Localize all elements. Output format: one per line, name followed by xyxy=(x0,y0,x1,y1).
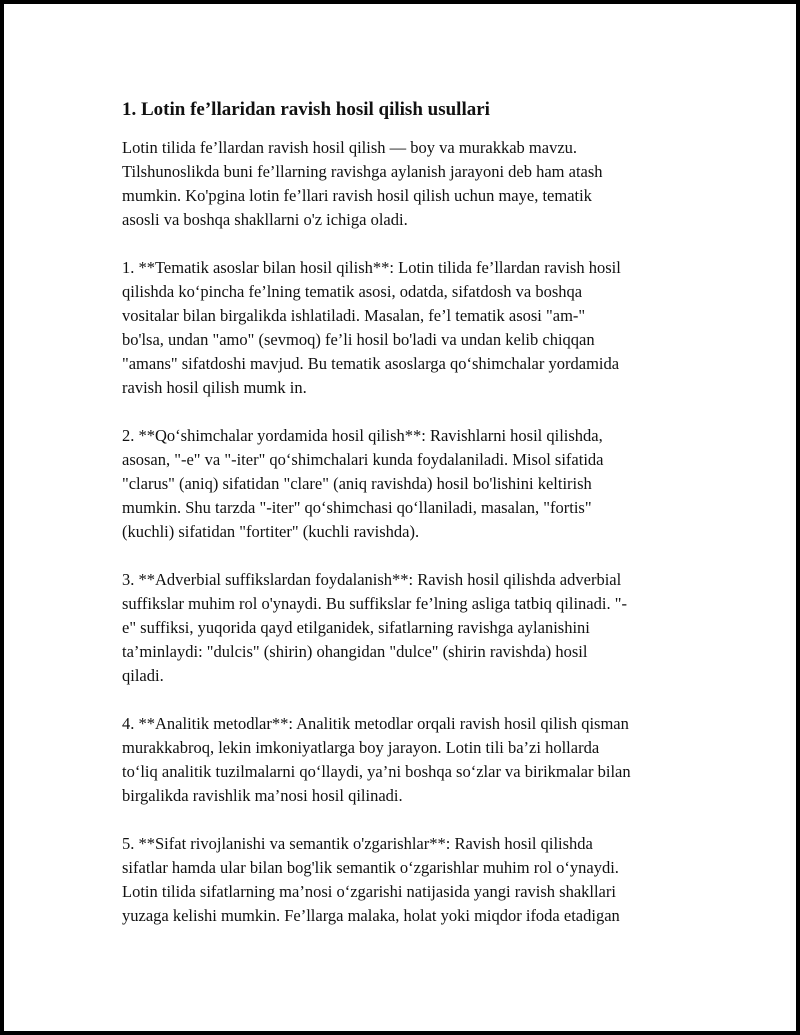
text-line: bo'lsa, undan "amo" (sevmoq) fe’li hosil bo'ladi va undan kelib chiqqan xyxy=(122,330,595,349)
text-line: mumkin. Shu tarzda "-iter" qo‘shimchasi qo‘llaniladi, masalan, "fortis" xyxy=(122,498,592,517)
paragraph xyxy=(122,136,692,232)
text-line: Lotin tilida sifatlarning ma’nosi o‘zgarishi natijasida yangi ravish shakllari xyxy=(122,882,616,901)
text-line: Tilshunoslikda buni fe’llarning ravishga aylanish jarayoni deb ham atash xyxy=(122,162,603,181)
text-line: Lotin tilida fe’llardan ravish hosil qilish — boy va murakkab mavzu. xyxy=(122,138,578,157)
text-line: asosan, "-e" va "-iter" qo‘shimchalari kunda foydalaniladi. Misol sifatida xyxy=(122,450,604,469)
text-line: birgalikda ravishlik ma’nosi hosil qilinadi. xyxy=(122,786,403,805)
text-line: mumkin. Ko'pgina lotin fe’llari ravish hosil qilish uchun maye, tematik xyxy=(122,186,592,205)
text-line: sifatlar hamda ular bilan bog'lik semantik o‘zgarishlar muhim rol o‘ynaydi. xyxy=(122,858,619,877)
text-line: to‘liq analitik tuzilmalarni qo‘llaydi, ya’ni boshqa so‘zlar va birikmalar bilan xyxy=(122,762,631,781)
text-line: (kuchli) sifatidan "fortiter" (kuchli ravishda). xyxy=(122,522,420,541)
paragraph-list xyxy=(122,136,692,928)
text-line: 1. **Tematik asoslar bilan hosil qilish**: Lotin tilida fe’llardan ravish hosil xyxy=(122,258,621,277)
section-title: 1. Lotin fe’llaridan ravish hosil qilish usullari xyxy=(122,99,490,120)
text-line: vositalar bilan birgalikda ishlatiladi. Masalan, fe’l tematik asosi "am-" xyxy=(122,306,586,325)
text-line: "amans" sifatdoshi mavjud. Bu tematik asoslarga qo‘shimchalar yordamida xyxy=(122,354,620,373)
text-line: qiladi. xyxy=(122,666,164,685)
text-line: 3. **Adverbial suffikslardan foydalanish**: Ravish hosil qilishda adverbial xyxy=(122,570,622,589)
paragraph xyxy=(122,712,692,808)
text-line: ravish hosil qilish mumk in. xyxy=(122,378,307,397)
paragraph xyxy=(122,832,692,928)
text-line: suffikslar muhim rol o'ynaydi. Bu suffikslar fe’lning asliga tatbiq qilinadi. "- xyxy=(122,594,627,613)
text-line: 5. **Sifat rivojlanishi va semantik o'zgarishlar**: Ravish hosil qilishda xyxy=(122,834,593,853)
text-line: 2. **Qo‘shimchalar yordamida hosil qilish**: Ravishlarni hosil qilishda, xyxy=(122,426,603,445)
text-line: 4. **Analitik metodlar**: Analitik metodlar orqali ravish hosil qilish qisman xyxy=(122,714,629,733)
text-line: e" suffiksi, yuqorida qayd etilganidek, sifatlarning ravishga aylanishini xyxy=(122,618,590,637)
text-line: qilishda ko‘pincha fe’lning tematik asosi, odatda, sifatdosh va boshqa xyxy=(122,282,583,301)
text-line: ta’minlaydi: "dulcis" (shirin) ohangidan "dulce" (shirin ravishda) hosil xyxy=(122,642,588,661)
text-line: asosli va boshqa shakllarni o'z ichiga oladi. xyxy=(122,210,408,229)
paragraph xyxy=(122,568,692,688)
paragraph xyxy=(122,424,692,544)
text-line: "clarus" (aniq) sifatidan "clare" (aniq ravishda) hosil bo'lishini keltirish xyxy=(122,474,592,493)
text-line: murakkabroq, lekin imkoniyatlarga boy jarayon. Lotin tili ba’zi hollarda xyxy=(122,738,600,757)
text-line: yuzaga kelishi mumkin. Fe’llarga malaka, holat yoki miqdor ifoda etadigan xyxy=(122,906,620,925)
document-body xyxy=(122,96,692,952)
paragraph xyxy=(122,256,692,400)
